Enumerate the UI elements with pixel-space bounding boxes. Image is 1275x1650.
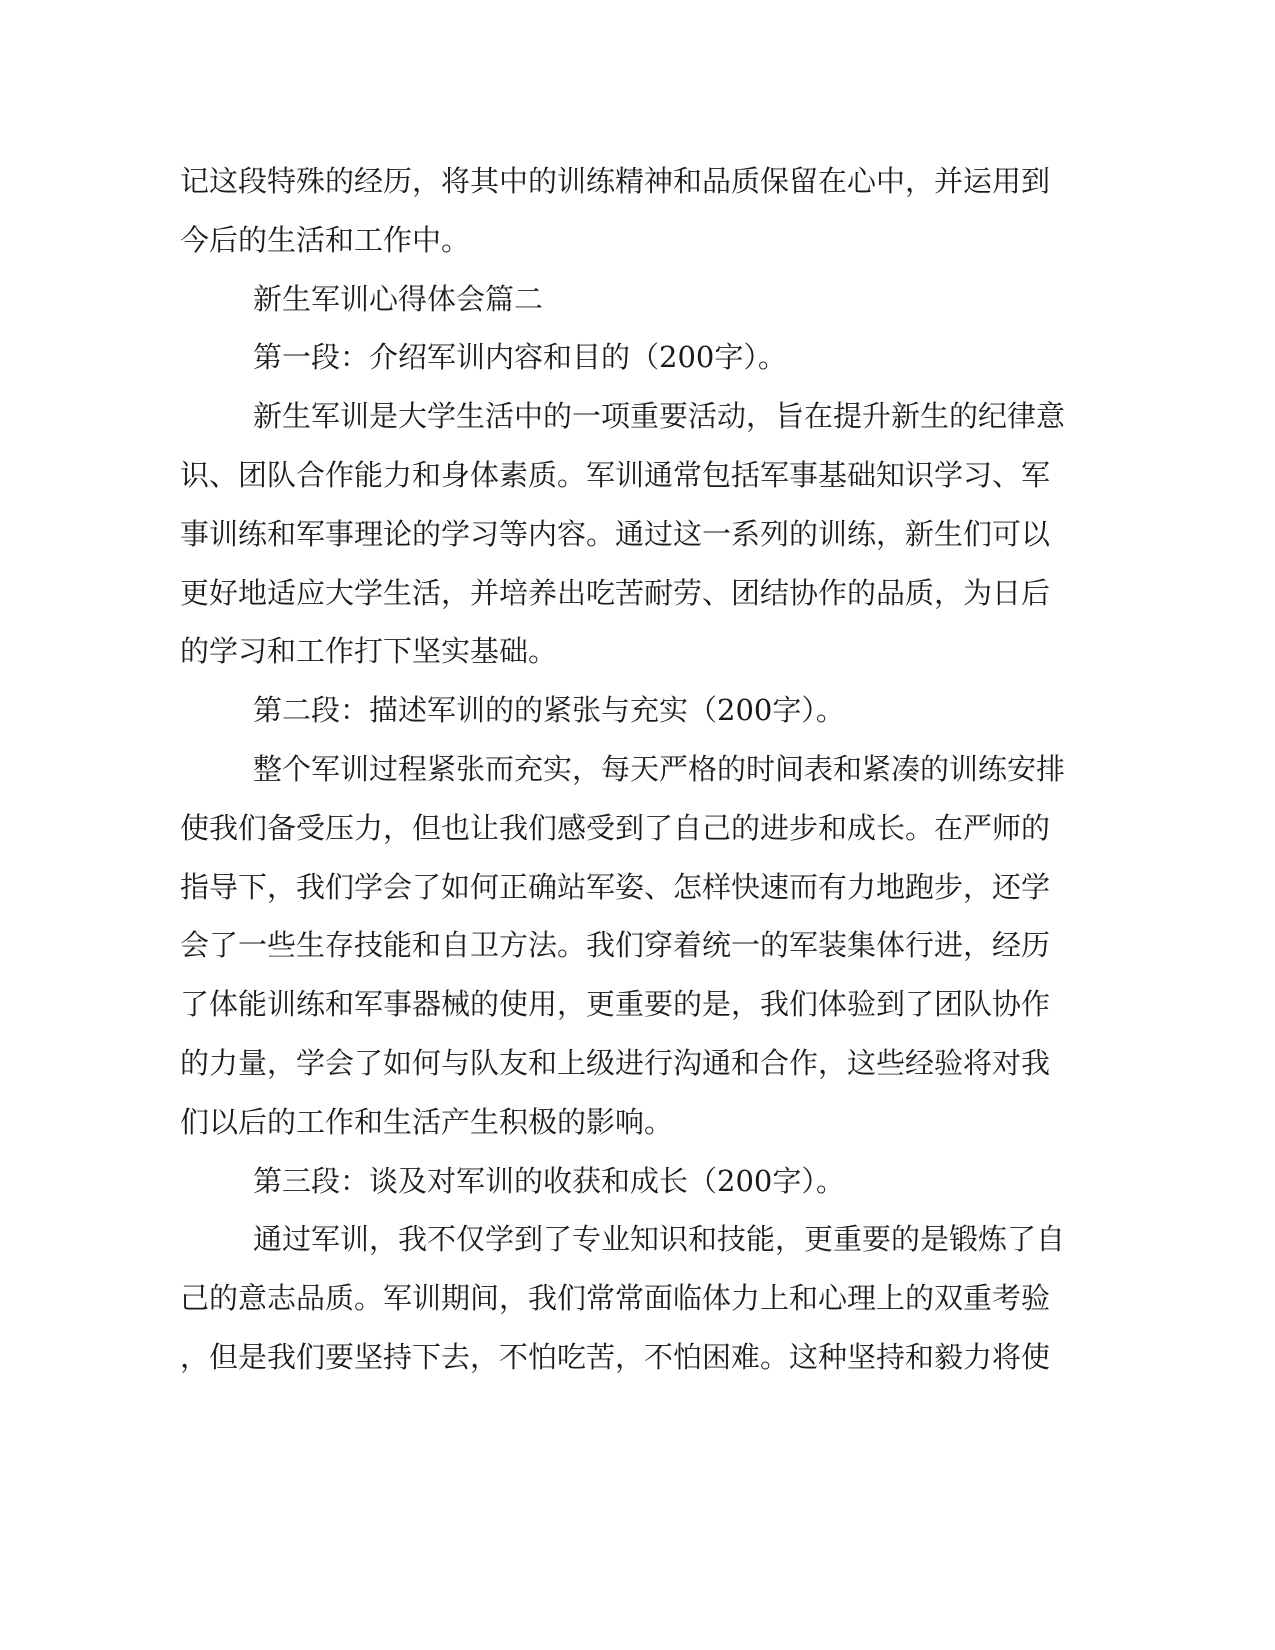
body-line: 识、团队合作能力和身体素质。军训通常包括军事基础知识学习、军 [180, 458, 1051, 492]
body-line: 新生军训是大学生活中的一项重要活动，旨在提升新生的纪律意 [253, 399, 1066, 433]
body-line: 通过军训，我不仅学到了专业知识和技能，更重要的是锻炼了自 [253, 1222, 1066, 1256]
section-heading: 第二段：描述军训的的紧张与充实（200字）。 [253, 693, 845, 727]
body-line: 今后的生活和工作中。 [180, 223, 471, 257]
body-line: 整个军训过程紧张而充实，每天严格的时间表和紧凑的训练安排 [253, 752, 1066, 786]
body-line: 事训练和军事理论的学习等内容。通过这一系列的训练，新生们可以 [180, 517, 1051, 551]
body-line: 使我们备受压力，但也让我们感受到了自己的进步和成长。在严师的 [180, 811, 1051, 845]
section-title: 新生军训心得体会篇二 [253, 282, 544, 316]
body-line: ，但是我们要坚持下去，不怕吃苦，不怕困难。这种坚持和毅力将使 [180, 1340, 1051, 1374]
body-line: 更好地适应大学生活，并培养出吃苦耐劳、团结协作的品质，为日后 [180, 576, 1051, 610]
body-line: 指导下，我们学会了如何正确站军姿、怎样快速而有力地跑步，还学 [180, 870, 1051, 904]
body-line: 了体能训练和军事器械的使用，更重要的是，我们体验到了团队协作 [180, 987, 1051, 1021]
body-line: 们以后的工作和生活产生积极的影响。 [180, 1105, 674, 1139]
body-line: 己的意志品质。军训期间，我们常常面临体力上和心理上的双重考验 [180, 1281, 1051, 1315]
body-line: 的力量，学会了如何与队友和上级进行沟通和合作，这些经验将对我 [180, 1046, 1051, 1080]
body-line: 的学习和工作打下坚实基础。 [180, 634, 558, 668]
section-heading: 第一段：介绍军训内容和目的（200字）。 [253, 340, 787, 374]
section-heading: 第三段：谈及对军训的收获和成长（200字）。 [253, 1164, 845, 1198]
body-line: 记这段特殊的经历，将其中的训练精神和品质保留在心中，并运用到 [180, 164, 1051, 198]
body-line: 会了一些生存技能和自卫方法。我们穿着统一的军装集体行进，经历 [180, 928, 1051, 962]
